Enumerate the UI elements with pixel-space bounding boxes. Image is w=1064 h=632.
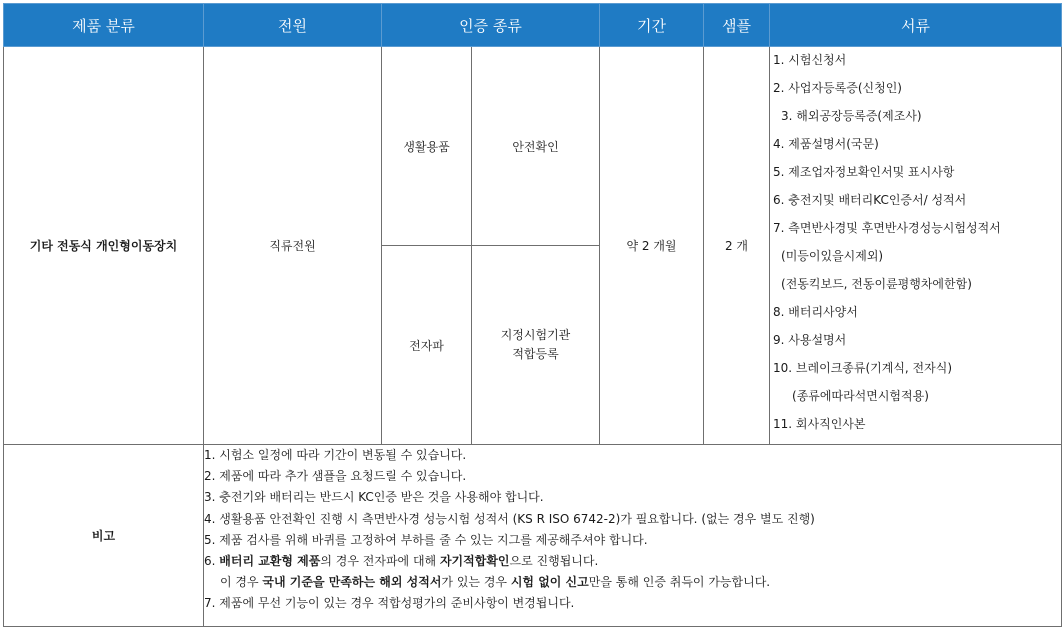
remarks-row — [4, 445, 1062, 627]
document-item-note: (미등이있을시제외) — [781, 249, 884, 263]
cert-type-registration-line1: 지정시험기관 — [500, 328, 571, 342]
cert-category-household: 생활용품 — [382, 47, 472, 246]
header-cert-type: 인증 종류 — [382, 4, 600, 47]
remark-item-continued — [204, 572, 1061, 593]
sample-value: 2 개 — [704, 47, 770, 445]
cert-type-registration-line2: 적합등록 — [512, 347, 559, 361]
power-type: 직류전원 — [204, 47, 382, 445]
remark-item: 4. 생활용품 안전확인 진행 시 측면반사경 성능시험 성적서 (KS R ISO 6742-2)가 필요합니다. (없는 경우 별도 진행) — [204, 511, 815, 526]
remark-text: 으로 진행됩니다. — [509, 553, 599, 568]
document-item: 8. 배터리사양서 — [773, 305, 858, 319]
document-item: 1. 시험신청서 — [773, 53, 847, 67]
header-power: 전원 — [204, 4, 382, 47]
certification-table — [3, 3, 1062, 627]
remark-text: 가 있는 경우 — [441, 575, 511, 590]
document-item-note: (전동킥보드, 전동이륜평행차에한함) — [781, 277, 972, 291]
remark-item: 2. 제품에 따라 추가 샘플을 요청드릴 수 있습니다. — [204, 469, 467, 484]
document-item: 7. 측면반사경및 후면반사경성능시험성적서 — [773, 221, 1001, 235]
remark-item: 1. 시험소 일정에 따라 기간이 변동될 수 있습니다. — [204, 448, 467, 462]
remark-text: 의 경우 전자파에 대해 — [320, 553, 440, 568]
document-item: 10. 브레이크종류(기계식, 전자식) — [773, 361, 953, 375]
remark-text: 이 경우 — [220, 575, 263, 590]
remark-emphasis: 배터리 교환형 제품 — [219, 553, 321, 568]
document-item: 2. 사업자등록증(신청인) — [773, 81, 902, 95]
document-item: 5. 제조업자정보확인서및 표시사항 — [773, 165, 955, 179]
document-item: 3. 해외공장등록증(제조사) — [781, 109, 922, 123]
remarks-label: 비고 — [4, 445, 204, 627]
remark-emphasis: 국내 기준을 만족하는 해외 성적서 — [262, 575, 442, 590]
remarks-list — [204, 445, 1062, 627]
header-documents: 서류 — [770, 4, 1062, 47]
documents-list — [770, 47, 1062, 445]
remark-item: 5. 제품 검사를 위해 바퀴를 고정하여 부하를 줄 수 있는 지그를 제공해주셔야 합니다. — [204, 532, 648, 547]
remark-emphasis: 시험 없이 신고 — [510, 575, 589, 590]
product-name: 기타 전동식 개인형이동장치 — [4, 47, 204, 445]
period-value: 약 2 개월 — [600, 47, 704, 445]
remark-emphasis: 자기적합확인 — [439, 553, 510, 568]
header-sample: 샘플 — [704, 4, 770, 47]
remark-item: 7. 제품에 무선 기능이 있는 경우 적합성평가의 준비사항이 변경됩니다. — [204, 596, 575, 611]
header-period: 기간 — [600, 4, 704, 47]
product-row-upper — [4, 47, 1062, 246]
cert-type-registration — [472, 246, 600, 445]
remark-text: 만을 통해 인증 취득이 가능합니다. — [588, 575, 771, 590]
header-product-category: 제품 분류 — [4, 4, 204, 47]
cert-category-emc: 전자파 — [382, 246, 472, 445]
cert-type-safety: 안전확인 — [472, 47, 600, 246]
header-row — [4, 4, 1062, 47]
remark-item — [204, 551, 1061, 572]
remark-number: 6. — [204, 553, 220, 568]
document-item-note: (종류에따라석면시험적용) — [792, 389, 929, 403]
document-item: 6. 충전지및 배터리KC인증서/ 성적서 — [773, 193, 967, 207]
document-item: 4. 제품설명서(국문) — [773, 137, 879, 151]
document-item: 11. 회사직인사본 — [773, 417, 866, 431]
remark-item: 3. 충전기와 배터리는 반드시 KC인증 받은 것을 사용해야 합니다. — [204, 490, 544, 505]
document-item: 9. 사용설명서 — [773, 333, 847, 347]
